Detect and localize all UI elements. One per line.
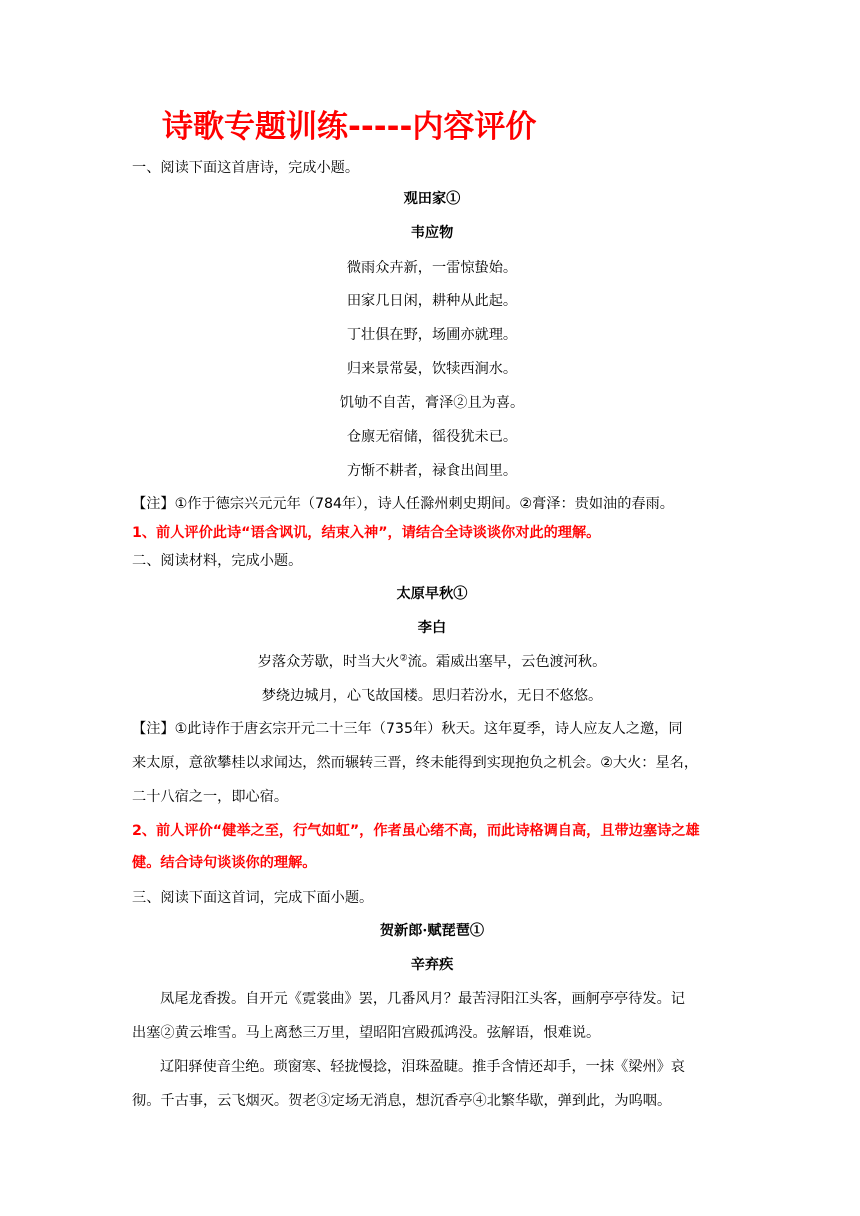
- poem-2-title: 太原早秋①: [396, 586, 468, 602]
- section-3-heading: 三、阅读下面这首词，完成下面小题。: [132, 890, 374, 906]
- footnote-marker: ②: [399, 653, 408, 664]
- poem-2-line-1-start: 岁落众芳歇，时当大火: [257, 654, 400, 670]
- question-1: 1、前人评价此诗“语含讽讥，结束入神”，请结合全诗谈谈你对此的理解。: [132, 525, 601, 541]
- poem-2-line: [132, 652, 732, 672]
- poem-1-line: 丁壮俱在野，场圃亦就理。: [346, 327, 518, 343]
- poem-1-line: 归来景常晏，饮犊西涧水。: [346, 361, 518, 377]
- poem-1-note: 【注】①作于德宗兴元元年（784年），诗人任滁州刺史期间。②膏泽：贵如油的春雨。: [132, 496, 674, 512]
- poem-2-line-1-end: 流。霜威出塞早，云色渡河秋。: [407, 654, 607, 670]
- poem-1-line: 仓廪无宿储，徭役犹未已。: [346, 429, 518, 445]
- poem-3-paragraph-line: 凤尾龙香拨。自开元《霓裳曲》罢，几番风月？最苦浔阳江头客，画舸亭亭待发。记: [160, 991, 685, 1007]
- poem-3-paragraph-line: 彻。千古事，云飞烟灭。贺老③定场无消息，想沉香亭④北繁华歇，弹到此，为呜咽。: [132, 1093, 672, 1109]
- poem-1-line: 方惭不耕者，禄食出闾里。: [346, 463, 518, 479]
- question-2-line: 健。结合诗句谈谈你的理解。: [132, 855, 317, 871]
- poem-3-paragraph-line: 辽阳驿使音尘绝。琐窗寒、轻拢慢捻，泪珠盈睫。推手含情还却手，一抹《梁州》哀: [160, 1059, 685, 1075]
- poem-3-paragraph-line: 出塞②黄云堆雪。马上离愁三万里，望昭阳宫殿孤鸿没。弦解语，恨难说。: [132, 1025, 601, 1041]
- poem-3-author: 辛弃疾: [410, 957, 454, 973]
- poem-2-line: 梦绕边城月，心飞故国楼。思归若汾水，无日不悠悠。: [261, 688, 603, 704]
- poem-2-note-line: 来太原，意欲攀桂以求闻达，然而辗转三晋，终未能得到实现抱负之机会。②大火：星名，: [132, 755, 699, 771]
- poem-1-author: 韦应物: [410, 225, 454, 241]
- poem-1-title: 观田家①: [403, 191, 461, 207]
- poem-1-line: 微雨众卉新，一雷惊蛰始。: [346, 260, 518, 276]
- poem-2-note-line: 【注】①此诗作于唐玄宗开元二十三年（735年）秋天。这年夏季，诗人应友人之邀，同: [132, 721, 683, 737]
- poem-2-note-line: 二十八宿之一，即心宿。: [132, 789, 289, 805]
- poem-1-line: 田家几日闲，耕种从此起。: [346, 293, 518, 309]
- document-title: 诗歌专题训练-----内容评价: [162, 109, 537, 145]
- poem-1-line: 饥劬不自苦，膏泽②且为喜。: [339, 395, 525, 411]
- section-1-heading: 一、阅读下面这首唐诗，完成小题。: [132, 160, 360, 176]
- question-2-line: 2、前人评价“健举之至，行气如虹”，作者虽心绪不高，而此诗格调自高，且带边塞诗之雄: [132, 823, 700, 839]
- section-2-heading: 二、阅读材料，完成小题。: [132, 553, 303, 569]
- poem-3-title: 贺新郎·赋琵琶①: [379, 923, 485, 939]
- poem-2-author: 李白: [417, 620, 447, 636]
